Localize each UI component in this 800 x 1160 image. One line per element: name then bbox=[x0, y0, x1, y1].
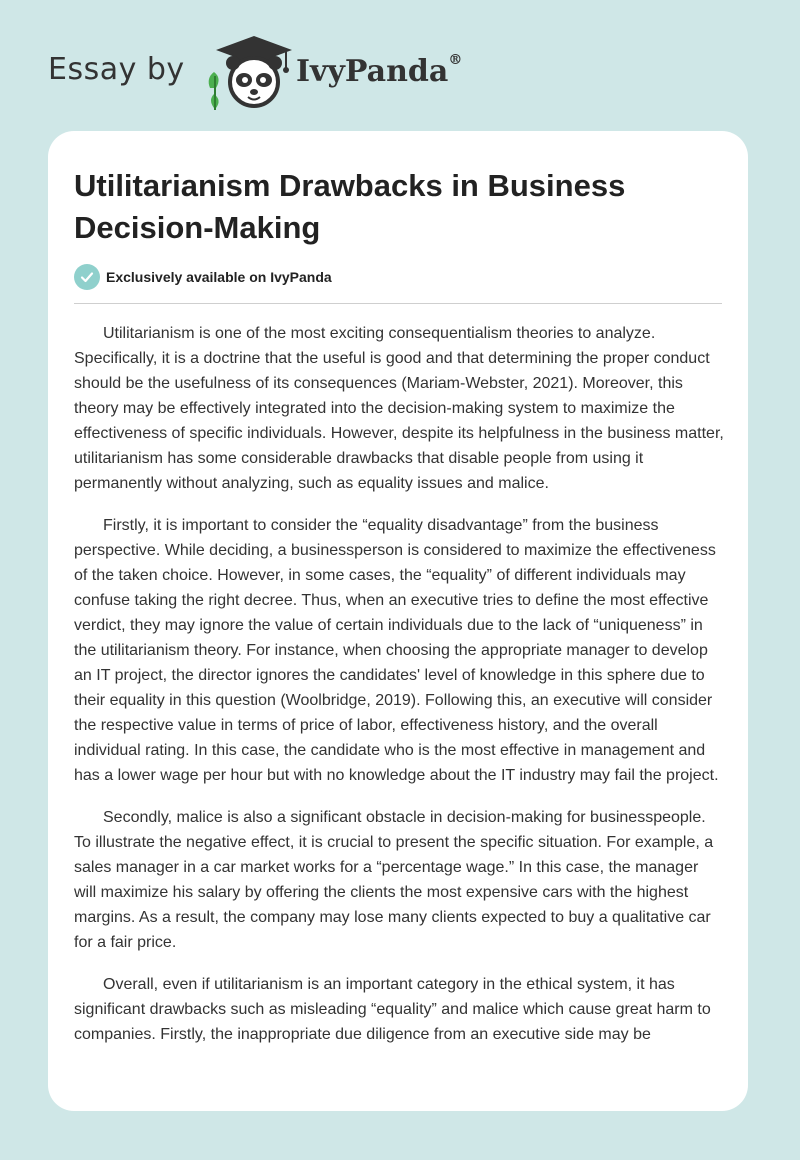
essay-body bbox=[74, 321, 724, 1064]
panda-graduate-icon[interactable] bbox=[202, 30, 292, 110]
paragraph: Secondly, malice is also a significant obstacle in decision-making for businesspeople. To illustrate the negative effect, it is crucial to present the specific situation. For example, a sales manager in a car market works for a “percentage wage.” In this case, the manager will maximize his salary by offering the clients the most expensive cars with the highest margins. As a result, the company may lose many clients expected to buy a qualitative car for a fair price. bbox=[74, 809, 714, 951]
check-circle-icon bbox=[74, 264, 100, 290]
paragraph: Utilitarianism is one of the most exciting consequentialism theories to analyze. Specifically, it is a doctrine that the useful is good and that determining the proper conduct should be the usefulness of its consequences (Mariam-Webster, 2021). Moreover, this theory may be effectively integrated into the decision-making system to maximize the effectiveness of specific individuals. However, despite its helpfulness in the business matter, utilitarianism has some considerable drawbacks that disable people from using it permanently without analyzing, such as equality issues and malice. bbox=[74, 325, 724, 492]
essay-by-label: Essay by bbox=[48, 52, 185, 87]
exclusive-badge-label: Exclusively available on IvyPanda bbox=[106, 269, 332, 285]
essay-card bbox=[48, 131, 748, 1111]
brand-logo-text[interactable]: IvyPanda® bbox=[296, 52, 463, 89]
paragraph: Overall, even if utilitarianism is an important category in the ethical system, it has significant drawbacks such as misleading “equality” and malice which cause great harm to companies. Firstly, the inappropriate due diligence from an executive side may be bbox=[74, 976, 711, 1043]
site-header bbox=[48, 30, 548, 110]
paragraph: Firstly, it is important to consider the “equality disadvantage” from the business perspective. While deciding, a businessperson is considered to maximize the effectiveness of the taken choice. However, in some cases, the “equality” of different individuals may confuse taking the right decree. Thus, when an executive tries to define the most effective verdict, they may ignore the value of certain individuals due to the lack of “uniqueness” in the utilitarianism theory. For instance, when choosing the appropriate manager to develop an IT project, the director ignores the candidates' level of knowledge in this sphere due to their equality in this question (Woolbridge, 2019). Following this, an executive will consider the respective value in terms of price of labor, effectiveness history, and the overall individual rating. In this case, the candidate who is the most effective in management and has a lower wage per hour but with no knowledge about the IT industry may fail the project. bbox=[74, 517, 719, 784]
exclusive-badge bbox=[74, 264, 332, 290]
page-title: Utilitarianism Drawbacks in Business Decision-Making bbox=[74, 168, 626, 245]
divider bbox=[74, 303, 722, 304]
